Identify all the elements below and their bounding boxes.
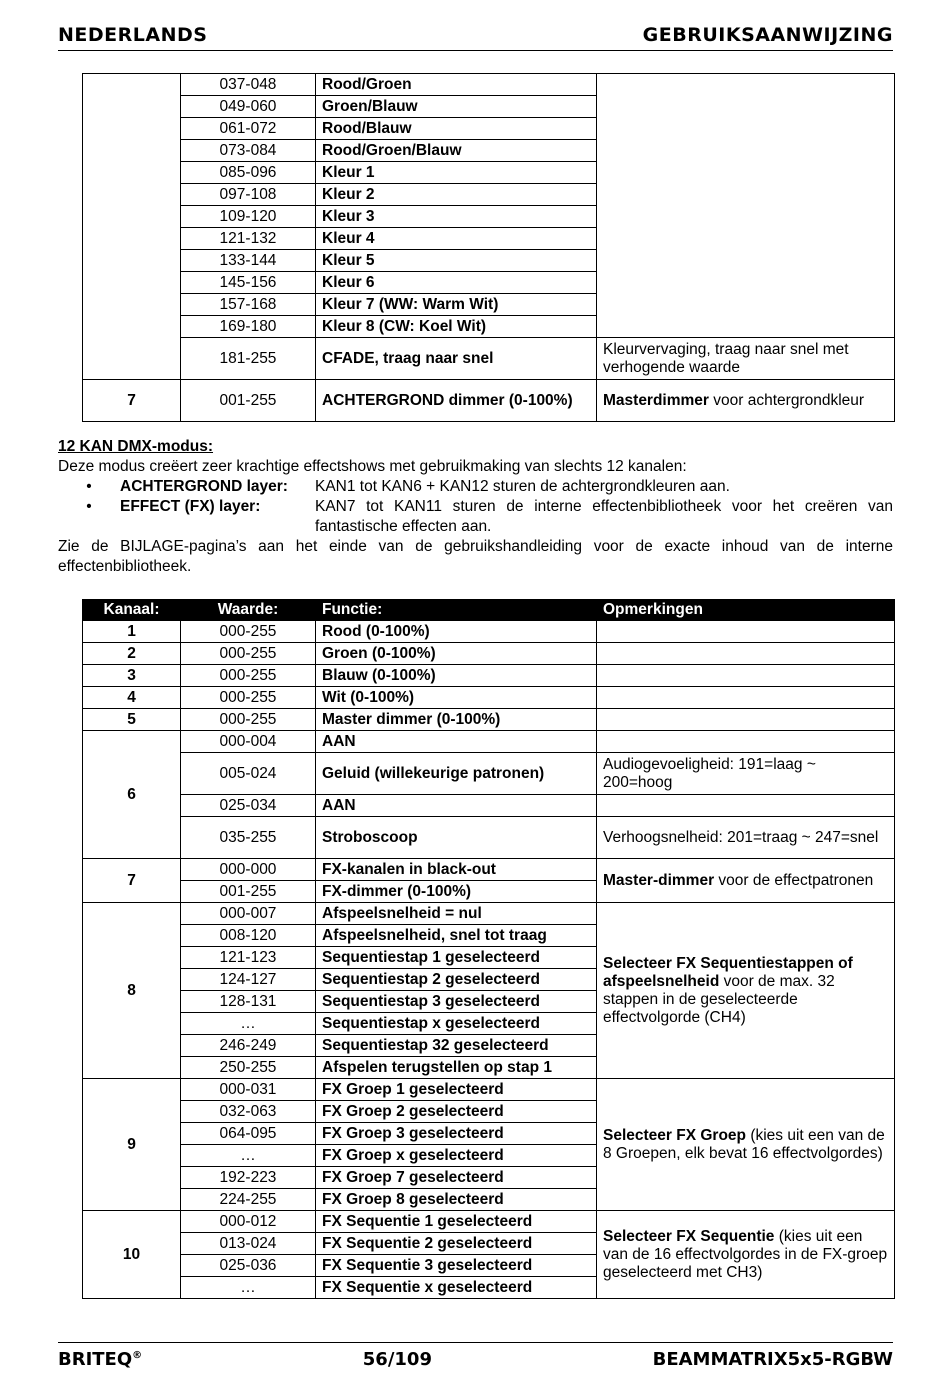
function-cell: Wit (0-100%) [316,687,597,709]
function-cell: Groen/Blauw [316,96,597,118]
function-cell: FX Groep 1 geselecteerd [316,1079,597,1101]
remark-text: (kies uit een van de 8 Groepen, elk bevat 16 effectvolgordes) [603,1126,885,1162]
function-cell: FX Sequentie 3 geselecteerd [316,1255,597,1277]
page-footer [58,1342,893,1372]
value-cell: 133-144 [181,250,316,272]
remark-cell: Audiogevoeligheid: 191=laag ~ 200=hoog [597,753,895,795]
bullet-item [58,497,893,537]
bullet-dot-icon: • [86,478,92,495]
channel-cell: 10 [83,1211,181,1299]
function-cell: Kleur 7 (WW: Warm Wit) [316,294,597,316]
value-cell: 037-048 [181,74,316,96]
function-cell: Sequentiestap 2 geselecteerd [316,969,597,991]
function-cell: Kleur 2 [316,184,597,206]
function-cell: Kleur 5 [316,250,597,272]
channel-cell: 8 [83,903,181,1079]
value-cell: … [181,1145,316,1167]
value-cell: 097-108 [181,184,316,206]
footer-model: BEAMMATRIX5x5-RGBW [652,1349,893,1370]
value-cell: 128-131 [181,991,316,1013]
function-cell: Kleur 8 (CW: Koel Wit) [316,316,597,338]
value-cell: 025-034 [181,795,316,817]
page-number: 56/109 [362,1349,432,1370]
registered-mark: ® [132,1350,143,1361]
dmx-table-continued [82,73,895,422]
value-cell: 192-223 [181,1167,316,1189]
value-cell: 035-255 [181,817,316,859]
remark-cell-empty [597,621,895,643]
value-cell: 000-000 [181,859,316,881]
function-cell: FX Groep x geselecteerd [316,1145,597,1167]
remark-text: (kies uit een van de 16 effectvolgordes in de FX-groep geselecteerd met CH3) [603,1227,888,1281]
function-cell: AAN [316,795,597,817]
remark-bold: Master-dimmer [603,871,715,889]
value-cell: 049-060 [181,96,316,118]
value-cell: 013-024 [181,1233,316,1255]
function-cell: AAN [316,731,597,753]
value-cell: 121-123 [181,947,316,969]
bullet-term: ACHTERGROND layer: [120,478,288,495]
function-cell: FX Groep 8 geselecteerd [316,1189,597,1211]
value-cell: 000-255 [181,665,316,687]
value-cell: 124-127 [181,969,316,991]
function-cell: Blauw (0-100%) [316,665,597,687]
header-title: GEBRUIKSAANWIJZING [642,24,893,46]
remark-cell: Kleurvervaging, traag naar snel met verhogende waarde [597,338,895,380]
value-cell: 145-156 [181,272,316,294]
bullet-desc: KAN7 tot KAN11 sturen de interne effectenbibliotheek voor het creëren van fantastische effecten aan. [315,498,893,535]
remark-text: voor de effectpatronen [714,871,874,889]
remark-text: voor achtergrondkleur [708,391,865,409]
function-cell: Rood/Groen/Blauw [316,140,597,162]
value-cell: 000-007 [181,903,316,925]
remark-cell-empty [597,665,895,687]
footer-brand [58,1349,142,1370]
function-cell: Sequentiestap 3 geselecteerd [316,991,597,1013]
remark-cell-empty [597,74,895,338]
brand-name: BRITEQ [58,1349,133,1370]
function-cell: Groen (0-100%) [316,643,597,665]
value-cell: 121-132 [181,228,316,250]
section-note: Zie de BIJLAGE-pagina’s aan het einde van de gebruikshandleiding voor de exacte inhoud van de interne effectenbibliotheek. [58,538,893,575]
channel-cell-empty [83,74,181,380]
remark-cell [597,903,895,1079]
header-channel: Kanaal: [83,600,181,621]
function-cell: FX Groep 2 geselecteerd [316,1101,597,1123]
remark-cell [597,795,895,817]
function-cell: Sequentiestap 32 geselecteerd [316,1035,597,1057]
remark-cell [597,1079,895,1211]
header-remarks: Opmerkingen [597,600,895,621]
remark-cell-empty [597,643,895,665]
function-cell: FX-dimmer (0-100%) [316,881,597,903]
section-12ch [58,437,893,577]
function-cell: Kleur 4 [316,228,597,250]
page-header [58,24,893,51]
function-cell: FX-kanalen in black-out [316,859,597,881]
remark-cell [597,859,895,903]
channel-cell: 4 [83,687,181,709]
function-cell: Rood/Blauw [316,118,597,140]
remark-bold: Selecteer FX Sequentiestappen of afspeelsnelheid [603,954,853,990]
value-cell: 001-255 [181,881,316,903]
channel-cell: 7 [83,380,181,422]
value-cell: 250-255 [181,1057,316,1079]
channel-cell: 3 [83,665,181,687]
value-cell: 001-255 [181,380,316,422]
value-cell: … [181,1277,316,1299]
value-cell: 157-168 [181,294,316,316]
function-cell: Afspeelsnelheid = nul [316,903,597,925]
remark-bold: Selecteer FX Groep [603,1126,747,1144]
value-cell: 061-072 [181,118,316,140]
remark-cell: Verhoogsnelheid: 201=traag ~ 247=snel [597,817,895,859]
value-cell: … [181,1013,316,1035]
remark-cell [597,731,895,753]
value-cell: 000-012 [181,1211,316,1233]
function-cell: Rood (0-100%) [316,621,597,643]
function-cell: FX Sequentie x geselecteerd [316,1277,597,1299]
function-cell: FX Groep 7 geselecteerd [316,1167,597,1189]
channel-cell: 6 [83,731,181,859]
value-cell: 109-120 [181,206,316,228]
channel-cell: 5 [83,709,181,731]
value-cell: 000-255 [181,621,316,643]
value-cell: 000-255 [181,687,316,709]
function-cell: Afspeelsnelheid, snel tot traag [316,925,597,947]
function-cell: Rood/Groen [316,74,597,96]
function-cell: Kleur 1 [316,162,597,184]
function-cell: ACHTERGROND dimmer (0-100%) [316,380,597,422]
bullet-term: EFFECT (FX) layer: [120,498,261,515]
channel-cell: 2 [83,643,181,665]
value-cell: 032-063 [181,1101,316,1123]
channel-cell: 1 [83,621,181,643]
function-cell: Afspelen terugstellen op stap 1 [316,1057,597,1079]
value-cell: 246-249 [181,1035,316,1057]
value-cell: 000-031 [181,1079,316,1101]
value-cell: 005-024 [181,753,316,795]
function-cell: FX Groep 3 geselecteerd [316,1123,597,1145]
function-cell: Geluid (willekeurige patronen) [316,753,597,795]
channel-cell: 7 [83,859,181,903]
bullet-dot-icon: • [86,498,92,515]
function-cell: Kleur 6 [316,272,597,294]
value-cell: 000-255 [181,709,316,731]
channel-cell: 9 [83,1079,181,1211]
value-cell: 169-180 [181,316,316,338]
bullet-desc: KAN1 tot KAN6 + KAN12 sturen de achtergrondkleuren aan. [315,478,730,495]
value-cell: 085-096 [181,162,316,184]
remark-cell-empty [597,709,895,731]
value-cell: 000-255 [181,643,316,665]
section-title: 12 KAN DMX-modus: [58,438,214,455]
value-cell: 181-255 [181,338,316,380]
value-cell: 064-095 [181,1123,316,1145]
remark-bold: Selecteer FX Sequentie [603,1227,775,1245]
function-cell: Master dimmer (0-100%) [316,709,597,731]
section-intro: Deze modus creëert zeer krachtige effectshows met gebruikmaking van slechts 12 kanalen: [58,458,687,475]
value-cell: 025-036 [181,1255,316,1277]
bullet-item [58,477,893,497]
remark-bold: Masterdimmer [603,391,709,409]
remark-text: voor de max. 32 stappen in de geselecteerde effectvolgorde (CH4) [603,972,835,1026]
remark-cell-empty [597,687,895,709]
value-cell: 073-084 [181,140,316,162]
remark-cell [597,1211,895,1299]
dmx-table-12ch [82,599,895,1299]
header-language: NEDERLANDS [58,24,208,46]
function-cell: FX Sequentie 1 geselecteerd [316,1211,597,1233]
function-cell: Sequentiestap x geselecteerd [316,1013,597,1035]
header-value: Waarde: [181,600,316,621]
value-cell: 008-120 [181,925,316,947]
remark-cell [597,380,895,422]
value-cell: 224-255 [181,1189,316,1211]
function-cell: CFADE, traag naar snel [316,338,597,380]
header-function: Functie: [316,600,597,621]
function-cell: Sequentiestap 1 geselecteerd [316,947,597,969]
function-cell: Stroboscoop [316,817,597,859]
function-cell: FX Sequentie 2 geselecteerd [316,1233,597,1255]
value-cell: 000-004 [181,731,316,753]
function-cell: Kleur 3 [316,206,597,228]
